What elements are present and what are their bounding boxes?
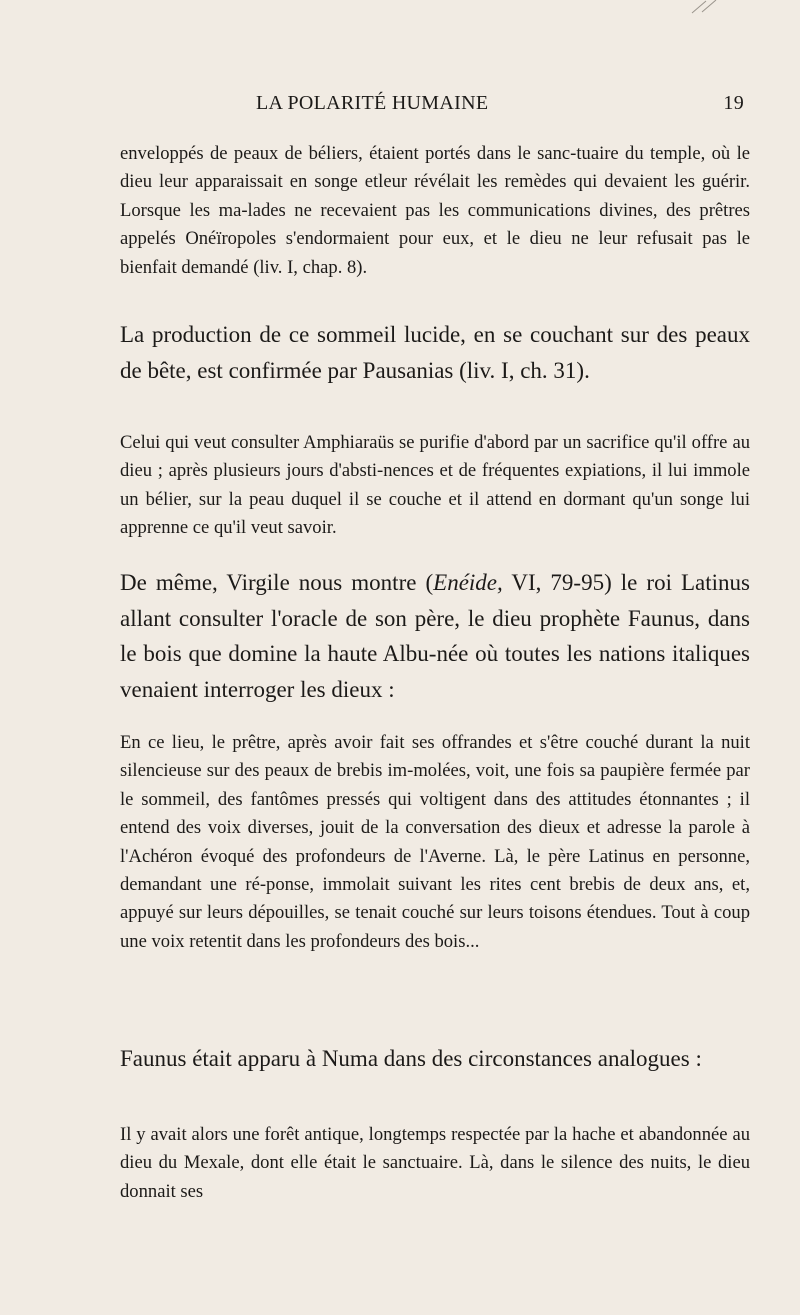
paragraph-2 xyxy=(120,317,750,388)
paragraph-3 xyxy=(120,429,750,543)
paragraph-1 xyxy=(120,140,750,282)
paragraph-text: Faunus était apparu à Numa dans des circonstances analogues : xyxy=(120,1046,702,1071)
paragraph-text-end: VI, 79-95) le roi Latinus allant consulter l'oracle de son père, le dieu prophète Faunus, dans le bois que domine la haute Albu-née où toutes les nations italiques venaient interroger les dieux : xyxy=(120,570,750,702)
running-header xyxy=(120,92,750,116)
page-number: 19 xyxy=(723,92,744,114)
paragraph-text xyxy=(120,565,750,707)
paragraph-text: La production de ce sommeil lucide, en se couchant sur des peaux de bête, est confirmée par Pausanias (liv. I, ch. 31). xyxy=(120,322,750,383)
pencil-mark xyxy=(690,0,720,14)
paragraph-text-start: De même, Virgile nous montre ( xyxy=(120,570,434,595)
running-title: LA POLARITÉ HUMAINE xyxy=(256,92,489,114)
paragraph-text: En ce lieu, le prêtre, après avoir fait ses offrandes et s'être couché durant la nuit silencieuse sur des peaux de brebis im-molées, voit, une fois sa paupière fermée par le sommeil, des fantômes pressés qui voltigent dans des attitudes étonnantes ; il entend des voix diverses, jouit de la conversation des dieux et adresse la parole à l'Achéron évoqué des profondeurs de l'Averne. Là, le père Latinus en personne, demandant une ré-ponse, immolait suivant les rites cent brebis de deux ans, et, appuyé sur leurs dépouilles, se tenait couché sur leurs toisons étendues. Tout à coup une voix retentit dans les profondeurs des bois... xyxy=(120,732,750,952)
paragraph-text: enveloppés de peaux de béliers, étaient portés dans le sanc-tuaire du temple, où le dieu leur apparaissait en songe etleur révélait les remèdes qui devaient les guérir. Lorsque les ma-lades ne recevaient pas les communications divines, des prêtres appelés Onéïropoles s'endormaient pour eux, et le dieu ne leur refusait pas le bienfait demandé (liv. I, chap. 8). xyxy=(120,143,750,278)
paragraph-text: Il y avait alors une forêt antique, longtemps respectée par la hache et abandonnée au dieu du Mexale, dont elle était le sanctuaire. Là, dans le silence des nuits, le dieu donnait ses xyxy=(120,1124,750,1202)
paragraph-6 xyxy=(120,1041,750,1077)
paragraph-4 xyxy=(120,565,750,707)
work-title: Enéide, xyxy=(433,570,503,595)
paragraph-7 xyxy=(120,1121,750,1206)
paragraph-text: Celui qui veut consulter Amphiaraüs se purifie d'abord par un sacrifice qu'il offre au dieu ; après plusieurs jours d'absti-nences et de fréquentes expiations, il lui immole un bélier, sur la peau duquel il se couche et il attend en dormant qu'un songe lui apprenne ce qu'il veut savoir. xyxy=(120,432,750,539)
paragraph-5 xyxy=(120,729,750,956)
